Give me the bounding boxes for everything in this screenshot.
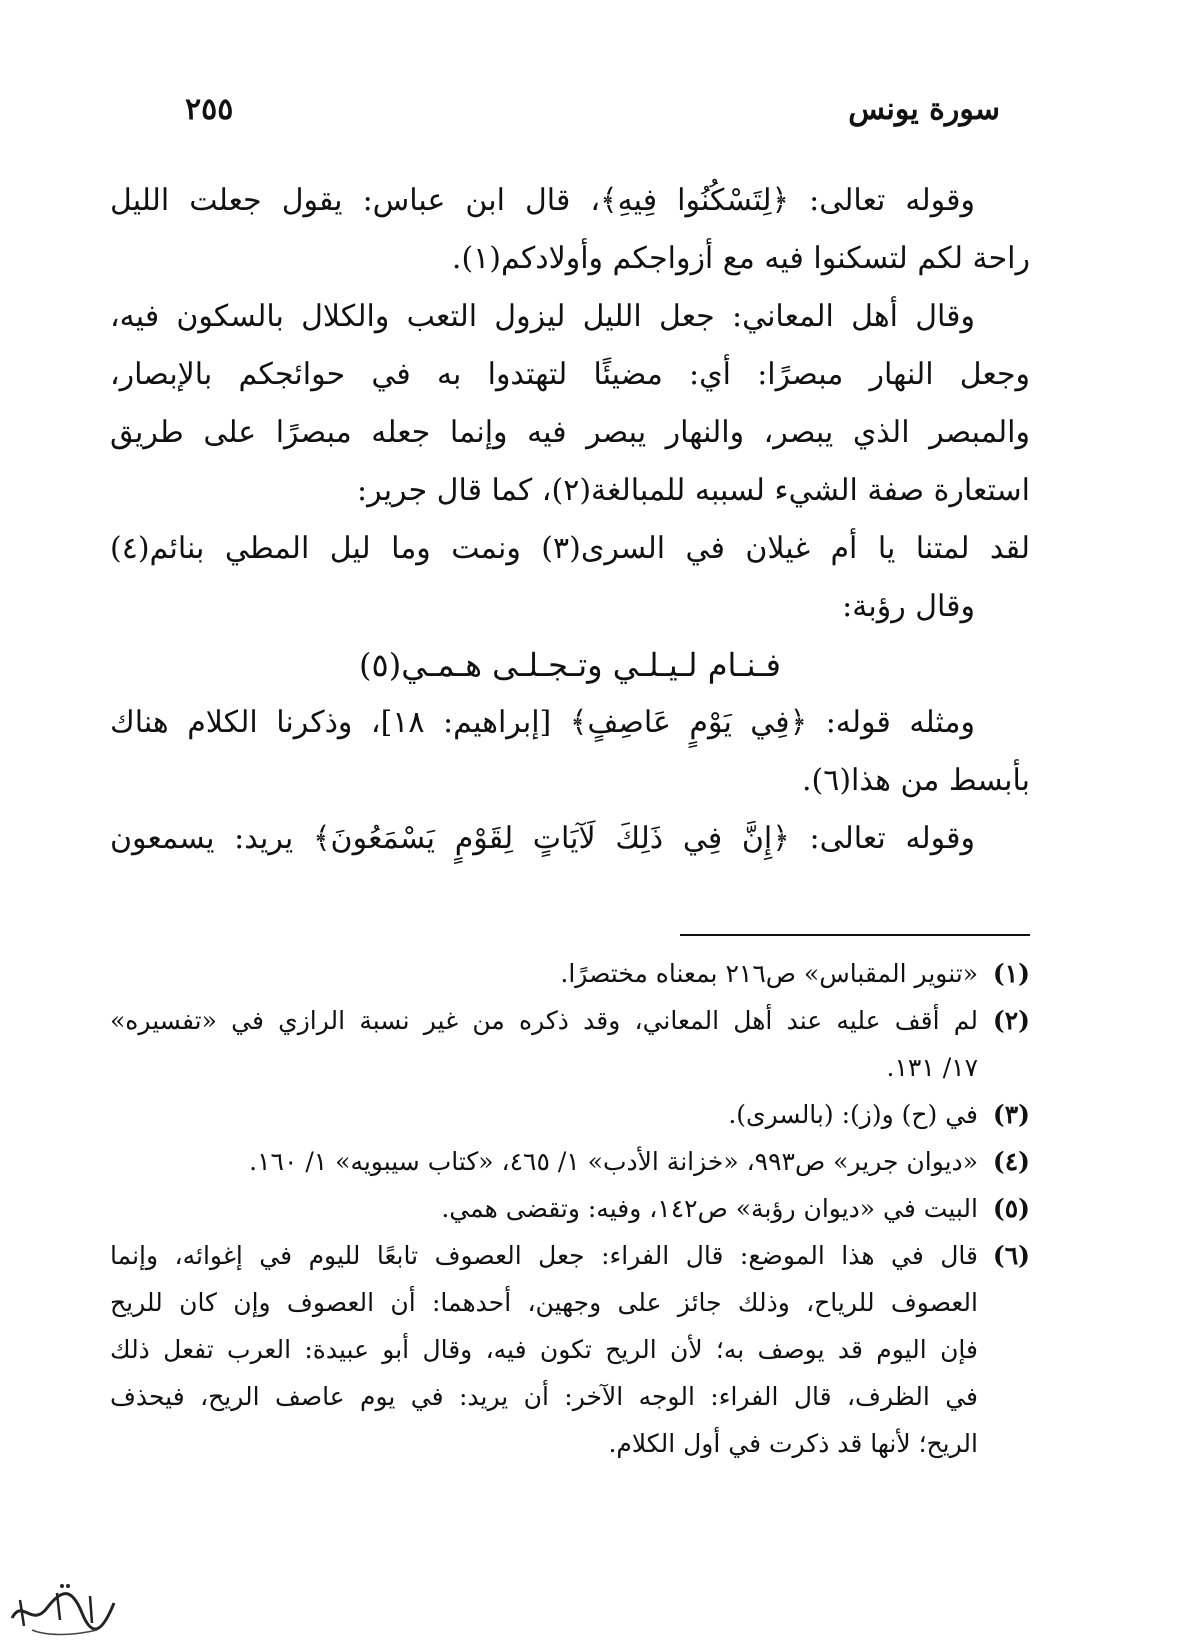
page-header	[185, 92, 1000, 142]
footnote-divider	[680, 934, 1030, 936]
text-line: وقوله تعالى: ﴿لِتَسْكُنُوا فِيهِ﴾، قال ابن عباس: يقول جعلت الليل	[110, 183, 975, 218]
footnote	[110, 997, 1030, 1091]
footnote-number: (١)	[992, 959, 1030, 988]
main-text	[110, 172, 1030, 868]
text-line: ومثله قوله: ﴿فِي يَوْمٍ عَاصِفٍ﴾ [إبراهيم: ١٨]، وذكرنا الكلام هناك	[110, 705, 975, 740]
footnote-number: (٤)	[992, 1147, 1030, 1176]
footnote-line: «تنوير المقباس» ص٢١٦ بمعناه مختصرًا.	[560, 959, 978, 988]
footnote-line: لم أقف عليه عند أهل المعاني، وقد ذكره من غير نسبة الرازي في «تفسيره»	[110, 1006, 978, 1035]
footnote	[110, 950, 1030, 997]
footnote-line: البيت في «ديوان رؤبة» ص١٤٢، وفيه: وتقضى همي.	[441, 1194, 978, 1223]
poetry-verse-centered: فـنـام لـيـلـي وتـجـلـى هـمـي(٥)	[359, 646, 781, 684]
text-line: راحة لكم لتسكنوا فيه مع أزواجكم وأولادكم(١).	[451, 241, 1030, 276]
footnote	[110, 1232, 1030, 1467]
footnotes	[110, 950, 1030, 1467]
surah-title: سورة يونس	[848, 92, 1000, 127]
footnote-line: فإن اليوم قد يوصف به؛ لأن الريح تكون فيه، وقال أبو عبيدة: العرب تفعل ذلك	[110, 1335, 978, 1364]
text-line: والمبصر الذي يبصر، والنهار يبصر فيه وإنما جعله مبصرًا على طريق	[110, 415, 1030, 450]
text-line: بأبسط من هذا(٦).	[801, 763, 1030, 798]
text-line: وجعل النهار مبصرًا: أي: مضيئًا لتهتدوا به في حوائجكم بالإبصار،	[110, 357, 1030, 392]
calligraphy-logo	[2, 1578, 122, 1640]
footnote-line: ١٧/ ١٣١.	[886, 1053, 978, 1082]
footnote-line: قال في هذا الموضع: قال الفراء: جعل العصوف تابعًا لليوم في إغوائه، وإنما	[110, 1241, 978, 1270]
text-line: وقال رؤبة:	[842, 589, 975, 624]
footnote	[110, 1185, 1030, 1232]
text-line: وقال أهل المعاني: جعل الليل ليزول التعب والكلال بالسكون فيه،	[110, 299, 975, 334]
footnote-line: في الظرف، قال الفراء: الوجه الآخر: أن يريد: في يوم عاصف الريح، فيحذف	[110, 1382, 978, 1411]
footnote-number: (٦)	[992, 1241, 1030, 1270]
footnote-number: (٥)	[992, 1194, 1030, 1223]
poetry-verse: لقد لمتنا يا أم غيلان في السرى(٣) ونمت وما ليل المطي بنائم(٤)	[110, 531, 1030, 566]
footnote	[110, 1091, 1030, 1138]
footnote-line: «ديوان جرير» ص٩٩٣، «خزانة الأدب» ١/ ٤٦٥، «كتاب سيبويه» ١/ ١٦٠.	[249, 1147, 978, 1176]
footnote	[110, 1138, 1030, 1185]
footnote-line: الريح؛ لأنها قد ذكرت في أول الكلام.	[608, 1429, 978, 1458]
footnote-number: (٣)	[992, 1100, 1030, 1129]
footnote-line: العصوف للرياح، وذلك جائز على وجهين، أحدهما: أن العصوف وإن كان للريح	[110, 1288, 978, 1317]
footnote-line: في (ح) و(ز): (بالسرى).	[728, 1100, 978, 1129]
footnote-number: (٢)	[992, 1006, 1030, 1035]
text-line: استعارة صفة الشيء لسببه للمبالغة(٢)، كما قال جرير:	[357, 473, 1030, 508]
text-line: وقوله تعالى: ﴿إِنَّ فِي ذَلِكَ لَآيَاتٍ لِقَوْمٍ يَسْمَعُونَ﴾ يريد: يسمعون	[110, 821, 975, 856]
page-number: ٢٥٥	[185, 92, 234, 127]
